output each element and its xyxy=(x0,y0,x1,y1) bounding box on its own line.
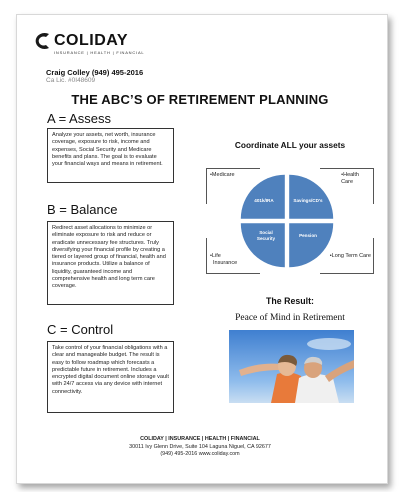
brand-tagline: INSURANCE | HEALTH | FINANCIAL xyxy=(54,50,145,55)
wheel-label-savings: Savings/CD's xyxy=(293,198,323,203)
section-balance-box xyxy=(47,221,174,305)
footer-contact: (949) 495-2016 www.coliday.com xyxy=(160,451,240,457)
footer-address: 30011 Ivy Glenn Drive, Suite 104 Laguna Niguel, CA 92677 xyxy=(129,444,271,450)
section-balance-text: Redirect asset allocations to minimize or eliminate exposure to risk and reduce or eradicate unnecessary fee structures. Truly diversifying your financial profile by creating a tiered or layered group of financial, health and insurance products. Utilize a balance of liquidity, guaranteed income and comprehensive health and long term care coverage. xyxy=(52,225,166,290)
section-assess-heading: A = Assess xyxy=(47,111,111,126)
label-health: •Health xyxy=(341,172,359,178)
section-assess-text: Analyze your assets, net worth, insurance coverage, exposure to risk, income and expenses, Social Security and Medicare benefits and plans. The goal is to evaluate your financial ways and means in retirement. xyxy=(52,132,163,168)
retired-couple-photo xyxy=(229,330,354,403)
label-insurance: Insurance xyxy=(213,260,238,266)
asset-wheel xyxy=(232,171,342,271)
document-title: THE ABC’S OF RETIREMENT PLANNING xyxy=(71,92,329,107)
agent-name-phone: Craig Colley (949) 495-2016 xyxy=(46,68,144,77)
wheel-label-social: Social xyxy=(259,230,273,235)
diagram-title: Coordinate ALL your assets xyxy=(234,140,346,150)
coliday-logo-mark-icon xyxy=(32,32,52,50)
section-assess-box xyxy=(47,128,174,183)
agent-license: Ca Lic. #0I48609 xyxy=(46,77,96,84)
coliday-logo xyxy=(32,32,152,66)
label-care: Care xyxy=(341,179,353,185)
result-subtitle: Peace of Mind in Retirement xyxy=(235,313,345,323)
wheel-label-401k: 401k/IRA xyxy=(254,198,274,203)
result-title: The Result: xyxy=(266,296,314,306)
label-long-term-care: •Long Term Care xyxy=(329,253,371,259)
footer-brand-line: COLIDAY | INSURANCE | HEALTH | FINANCIAL xyxy=(140,436,260,442)
brand-name: COLIDAY xyxy=(54,32,129,49)
wheel-quadrant-savings xyxy=(289,175,333,219)
section-control-box xyxy=(47,341,174,413)
wheel-quadrant-pension xyxy=(289,223,333,267)
label-medicare: •Medicare xyxy=(210,172,235,178)
section-control-text: Take control of your financial obligations with a clear and manageable budget. The result is easy to follow roadmap which forecasts a predictable future in retirement. Includes a encrypted digital document online storage vault with 24/7 access via any device with internet connectivity. xyxy=(52,345,169,395)
label-life: •Life xyxy=(210,253,221,259)
wheel-label-security: Security xyxy=(256,236,276,241)
section-balance-heading: B = Balance xyxy=(47,202,118,217)
wheel-quadrant-401k xyxy=(241,175,285,219)
section-control-heading: C = Control xyxy=(47,322,114,337)
wheel-label-pension: Pension xyxy=(299,233,317,238)
